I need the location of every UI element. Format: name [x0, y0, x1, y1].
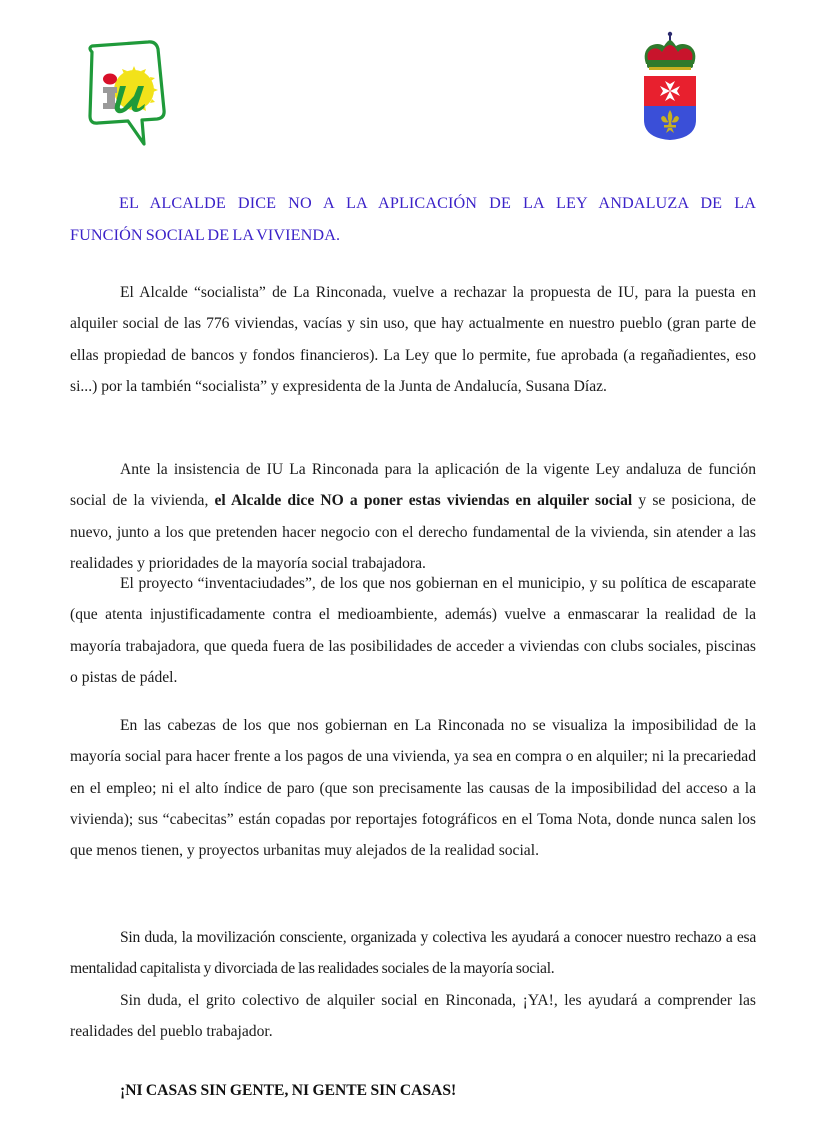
paragraph-6: [70, 985, 756, 1048]
paragraph-6-text: Sin duda, el grito colectivo de alquiler social en Rinconada, ¡YA!, les ayudará a comprender las realidades del pueblo trabajador.: [70, 992, 756, 1041]
paragraph-5-text: Sin duda, la movilización consciente, organizada y colectiva les ayudará a conocer nuestro rechazo a esa mentalidad capitalista y divorciada de las realidades sociales de la mayoría social.: [70, 929, 756, 978]
paragraph-2-text-before: Ante la insistencia de IU La Rinconada para la aplicación de la vigente Ley andaluza de función social de la vivienda,: [70, 461, 756, 510]
paragraph-3-text: El proyecto “inventaciudades”, de los que nos gobiernan en el municipio, y su política de escaparate (que atenta injustificadamente contra el medioambiente, además) vuelve a enmascarar la realidad de la mayoría trabajadora, que queda fuera de las posibilidades de acceder a viviendas con clubs sociales, piscinas o pistas de pádel.: [70, 575, 756, 686]
title-line-2: FUNCIÓN SOCIAL DE LA VIVIENDA.: [70, 226, 341, 244]
crest-crown: [645, 32, 696, 70]
document-title: [70, 187, 756, 251]
title-line-1: EL ALCALDE DICE NO A LA APLICACIÓN DE LA LEY ANDALUZA DE LA: [119, 194, 756, 212]
paragraph-4-text: En las cabezas de los que nos gobiernan en La Rinconada no se visualiza la imposibilidad de la mayoría social para hacer frente a los pagos de una vivienda, ya sea en compra o en alquiler; ni la precariedad en el empleo; ni el alto índice de paro (que son precisamente las causas de la imposibilidad del acceso a la vivienda); sus “cabecitas” están copadas por reportajes fotográficos en el Toma Nota, donde nunca salen los que menos tienen, y proyectos urbanitas muy alejados de la realidad social.: [70, 717, 756, 860]
paragraph-2: [70, 454, 756, 579]
paragraph-1-text: El Alcalde “socialista” de La Rinconada, vuelve a rechazar la propuesta de IU, para la puesta en alquiler social de las 776 viviendas, vacías y sin uso, que hay actualmente en nuestro pueblo (gran parte de ellas propiedad de bancos y fondos financieros). La Ley que lo permite, fue aprobada (a regañadientes, eso si...) por la también “socialista” y expresidenta de la Junta de Andalucía, Susana Díaz.: [70, 284, 756, 395]
paragraph-4: [70, 710, 756, 866]
closing-slogan: ¡NI CASAS SIN GENTE, NI GENTE SIN CASAS!: [120, 1082, 457, 1099]
paragraph-1: [70, 277, 756, 402]
iu-party-logo-icon: [82, 40, 168, 152]
municipal-coat-of-arms-icon: [638, 30, 702, 142]
paragraph-5: [70, 922, 756, 985]
paragraph-2-text-after: y se posiciona, de nuevo, junto a los que pretenden hacer negocio con el derecho fundamental de la vivienda, sin atender a las realidades y prioridades de la mayoría social trabajadora.: [70, 492, 756, 572]
paragraph-3: [70, 568, 756, 693]
paragraph-2-bold-statement: el Alcalde dice NO a poner estas viviendas en alquiler social: [214, 492, 633, 510]
